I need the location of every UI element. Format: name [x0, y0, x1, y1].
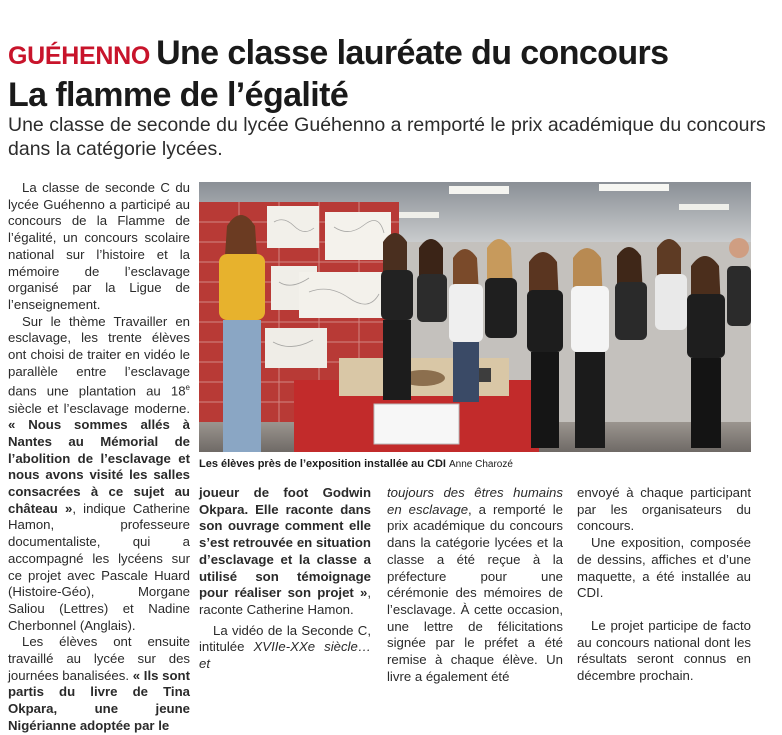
- article-column-2: [199, 485, 371, 673]
- article-photo: [199, 182, 751, 452]
- paragraph-5: Une exposition, composée de dessins, affiches et d’une maquette, a été installée au CDI.: [577, 535, 751, 601]
- article-column-1: [8, 180, 190, 735]
- headline-title-1: Une classe lauréate du concours: [156, 34, 669, 72]
- article-column-4: [577, 485, 751, 685]
- paragraph-1: La classe de seconde C du lycée Guéhenno a participé au concours de la Flamme de l’égalité, un concours scolaire national sur l’histoire et la mémoire de l’esclavage organisé par la Ligue de l’enseignement.: [8, 180, 190, 312]
- paragraph-2: Sur le thème Travailler en esclavage, les trente élèves ont choisi de traiter en vidéo le parallèle entre l’esclavage dans une plantation au 18e siècle et l’esclavage moderne. « Nous sommes allés à Nantes au Mémorial de l’abolition de l’esclavage et nous avons visité les salles consacrées à ce sujet au château », indique Catherine Hamon, professeure documentaliste, qui a accompagné les lycéens sur ce projet avec Pascale Huard (Histoire-Géo), Morgane Saliou (Lettres) et Nadine Cherbonnel (Anglais).: [8, 313, 190, 633]
- video-title-continued: toujours des êtres humains en esclavage: [387, 485, 563, 517]
- quote-bold: « Ils sont partis du livre de Tina Okpara, une jeune Nigérianne adoptée par le: [8, 667, 190, 733]
- paragraph-4-start: La vidéo de la Seconde C, intitulée XVIIe-XXe siècle… et: [199, 622, 372, 672]
- headline-line-1: [8, 34, 778, 76]
- caption-text: Les élèves près de l’exposition installée au CDI: [199, 458, 446, 470]
- students-exhibition-photo: [199, 182, 751, 452]
- paragraph-3-start: Les élèves ont ensuite travaillé au lycée sur des journées banalisées. « Ils sont partis du livre de Tina Okpara, une jeune Nigérianne adoptée par le: [8, 634, 190, 733]
- paragraph-3-end: joueur de foot Godwin Okpara. Elle raconte dans son ouvrage comment elle s’est retrouvée en situation d’esclavage et la classe a utilisé son témoignage pour réaliser son projet », raconte Catherine Hamon.: [199, 485, 371, 617]
- kicker-location: GUÉHENNO: [8, 42, 151, 70]
- article-column-3: [387, 485, 563, 685]
- superscript: e: [185, 383, 190, 393]
- photo-credit: Anne Charozé: [448, 459, 513, 470]
- standfirst: Une classe de seconde du lycée Guéhenno a remporté le prix académique du concours dans la catégorie lycées.: [8, 114, 766, 160]
- photo-caption: [199, 458, 759, 470]
- quote-bold: joueur de foot Godwin Okpara. Elle raconte dans son ouvrage comment elle s’est retrouvée en situation d’esclavage et la classe a utilisé son témoignage pour réaliser son projet »: [199, 485, 371, 601]
- quote-bold: « Nous sommes allés à Nantes au Mémorial de l’abolition de l’esclavage et nous avons visité les salles consacrées à ce sujet au château »: [8, 417, 190, 516]
- paragraph-4-continued: toujours des êtres humains en esclavage, a remporté le prix académique du concours dans la catégorie lycées et la classe a été reçue à la préfecture pour une cérémonie des mémoires de l’esclavage. À cette occasion, une lettre de félicitations signée par le préfet a été remise à chaque élève. Un livre a également été: [387, 485, 563, 684]
- video-title: XVIIe-XXe siècle… et: [199, 639, 372, 672]
- paragraph-6: Le projet participe de facto au concours national dont les résultats seront connus en décembre prochain.: [577, 617, 751, 684]
- headline-line-2: La flamme de l’égalité: [8, 76, 349, 114]
- headline: [8, 34, 778, 115]
- paragraph-4-end: envoyé à chaque participant par les organisateurs du concours.: [577, 485, 751, 534]
